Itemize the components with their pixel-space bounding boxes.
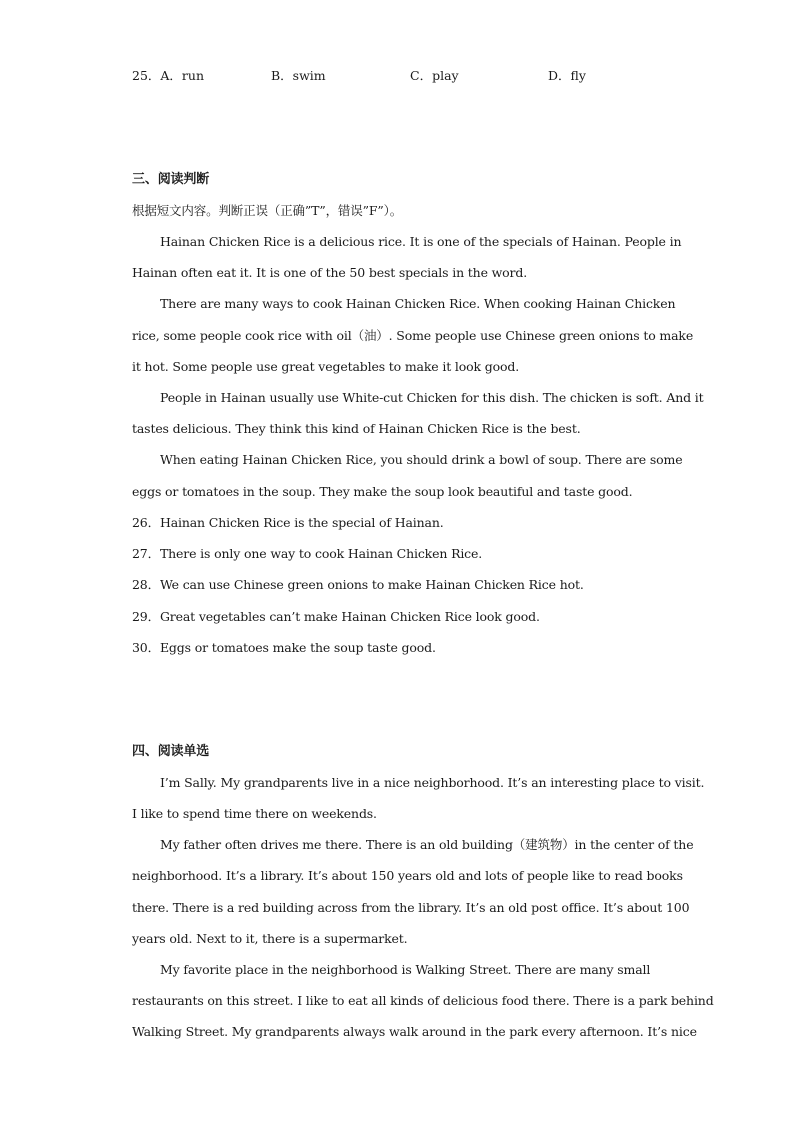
question-29: 29．Great vegetables can’t make Hainan Chicken Rice look good. bbox=[132, 609, 540, 624]
passage-line: neighborhood. It’s a library. It’s about 150 years old and lots of people like to read books bbox=[132, 868, 683, 883]
passage-line: Walking Street. My grandparents always walk around in the park every afternoon. It’s nice bbox=[132, 1024, 697, 1039]
passage-line: People in Hainan usually use White-cut Chicken for this dish. The chicken is soft. And it bbox=[160, 390, 704, 405]
passage-line: When eating Hainan Chicken Rice, you should drink a bowl of soup. There are some bbox=[160, 452, 683, 467]
section-4-title: 四、阅读单选 bbox=[132, 744, 210, 759]
passage-line: restaurants on this street. I like to eat all kinds of delicious food there. There is a park behind bbox=[132, 993, 714, 1008]
passage-line: Hainan often eat it. It is one of the 50 best specials in the word. bbox=[132, 265, 528, 280]
question-28: 28．We can use Chinese green onions to make Hainan Chicken Rice hot. bbox=[132, 577, 584, 592]
question-25-option-c: C．play bbox=[410, 68, 459, 83]
section-3-instruction: 根据短文内容。判断正误（正确”T”，错误”F”）。 bbox=[132, 203, 403, 218]
passage-line: Hainan Chicken Rice is a delicious rice. It is one of the specials of Hainan. People in bbox=[160, 234, 682, 249]
passage-line: years old. Next to it, there is a supermarket. bbox=[132, 931, 408, 946]
section-3-title: 三、阅读判断 bbox=[132, 172, 210, 187]
passage-line: My father often drives me there. There is an old building（建筑物）in the center of the bbox=[160, 837, 694, 852]
passage-line: My favorite place in the neighborhood is Walking Street. There are many small bbox=[160, 962, 651, 977]
question-25-number: 25． bbox=[132, 68, 161, 83]
question-26: 26．Hainan Chicken Rice is the special of Hainan. bbox=[132, 515, 444, 530]
passage-line: it hot. Some people use great vegetables to make it look good. bbox=[132, 359, 520, 374]
passage-line: rice, some people cook rice with oil（油）. Some people use Chinese green onions to make bbox=[132, 328, 694, 343]
option-a-text: A．run bbox=[160, 68, 205, 83]
passage-line: I’m Sally. My grandparents live in a nice neighborhood. It’s an interesting place to visit. bbox=[160, 775, 705, 790]
passage-line: tastes delicious. They think this kind of Hainan Chicken Rice is the best. bbox=[132, 421, 581, 436]
passage-line: There are many ways to cook Hainan Chicken Rice. When cooking Hainan Chicken bbox=[160, 296, 676, 311]
passage-line: I like to spend time there on weekends. bbox=[132, 806, 377, 821]
question-30: 30．Eggs or tomatoes make the soup taste good. bbox=[132, 640, 436, 655]
question-25-option-b: B．swim bbox=[271, 68, 326, 83]
passage-line: there. There is a red building across from the library. It’s an old post office. It’s about 100 bbox=[132, 900, 690, 915]
passage-line: eggs or tomatoes in the soup. They make the soup look beautiful and taste good. bbox=[132, 484, 633, 499]
question-25-option-a bbox=[132, 68, 204, 84]
question-25-option-d: D．fly bbox=[548, 68, 586, 83]
question-27: 27．There is only one way to cook Hainan Chicken Rice. bbox=[132, 546, 483, 561]
